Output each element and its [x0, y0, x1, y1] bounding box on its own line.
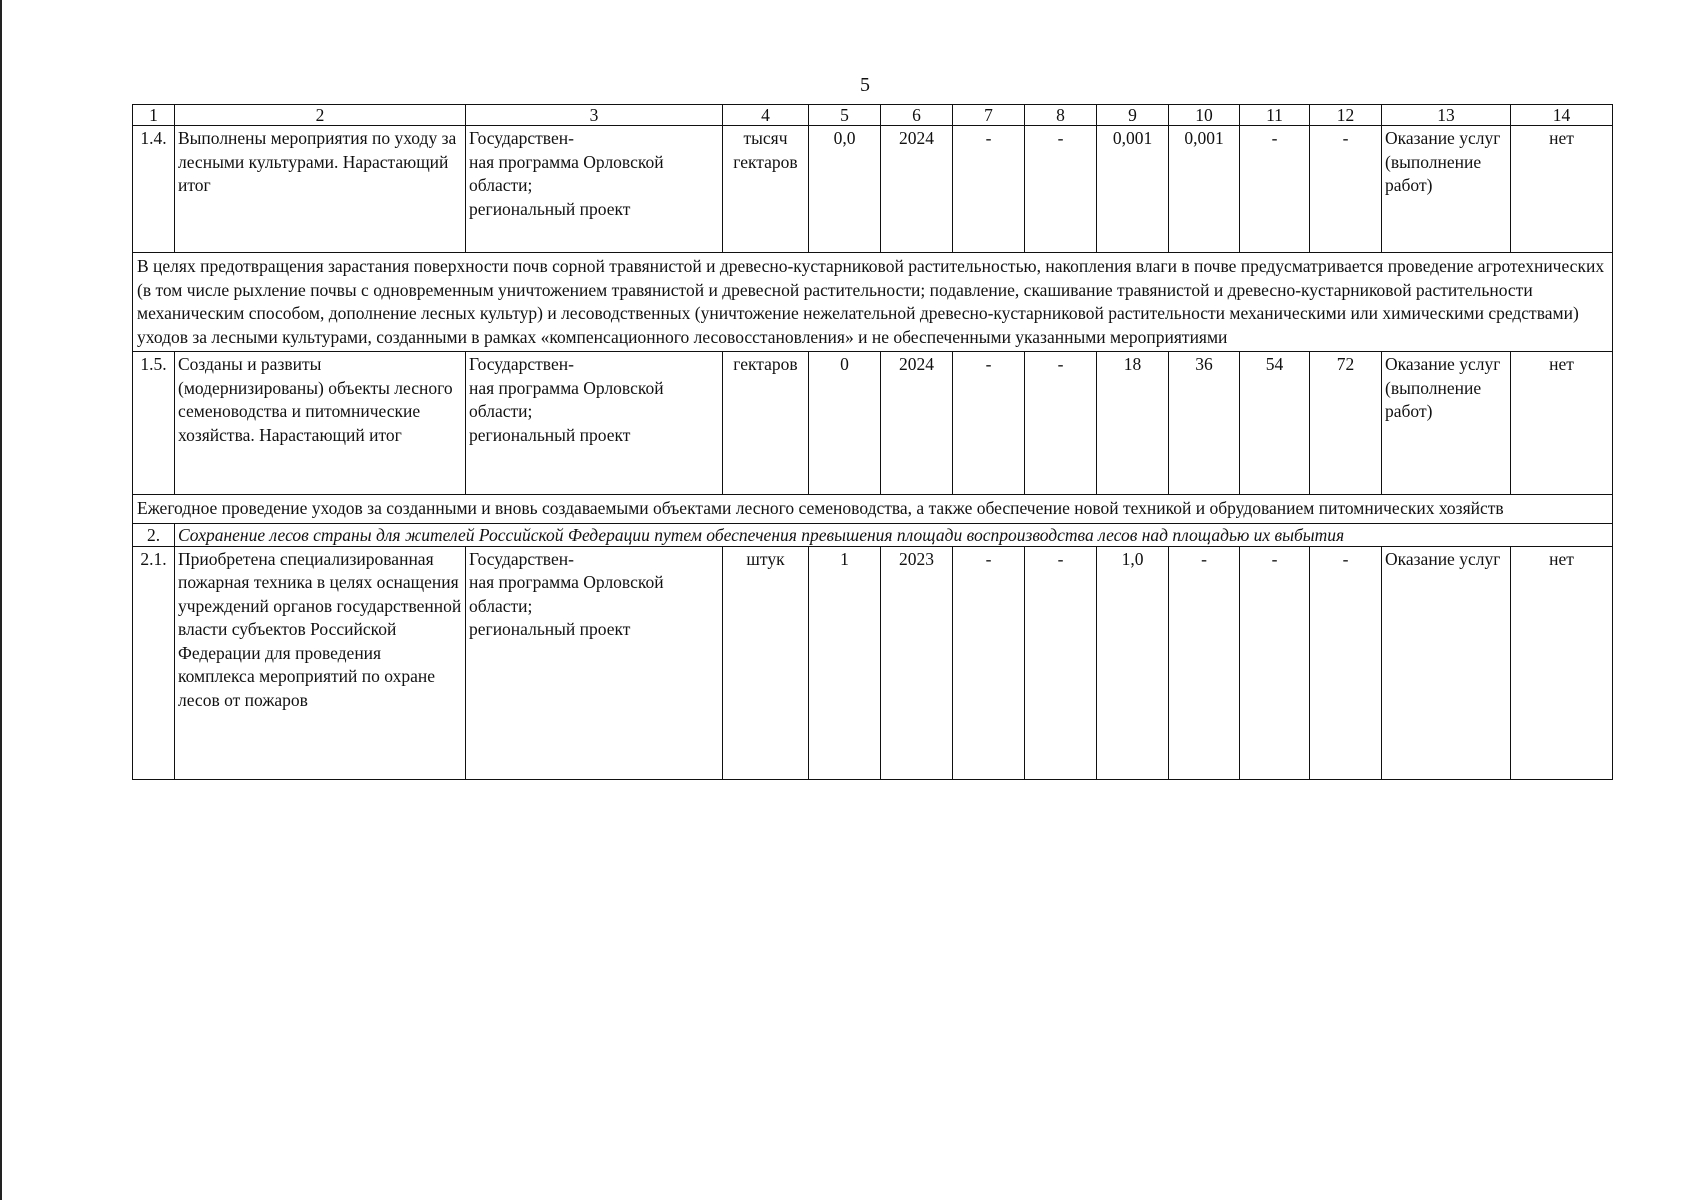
indicators-table [132, 104, 1613, 780]
value-cell: - [1240, 546, 1310, 779]
header-cell: 12 [1310, 105, 1382, 126]
value-cell: 0,001 [1169, 126, 1240, 253]
header-cell: 10 [1169, 105, 1240, 126]
base-year: 2023 [881, 546, 953, 779]
value-cell: - [953, 546, 1025, 779]
value-cell: - [1310, 126, 1382, 253]
source-document: Государствен- ная программа Орловской области; региональный проект [466, 352, 723, 495]
value-cell: 1,0 [1097, 546, 1169, 779]
header-cell: 9 [1097, 105, 1169, 126]
row-number: 2.1. [133, 546, 175, 779]
result-type: Оказание услуг [1382, 546, 1511, 779]
section-row [133, 523, 1613, 546]
unit-of-measure: штук [723, 546, 809, 779]
value-cell: - [953, 352, 1025, 495]
indicator-name: Приобретена специализированная пожарная техника в целях оснащения учреждений органов государственной власти субъектов Российской Федерации для проведения комплекса мероприятий по охране лесов от пожаров [175, 546, 466, 779]
header-cell: 14 [1511, 105, 1613, 126]
flag-cell: нет [1511, 352, 1613, 495]
header-cell: 13 [1382, 105, 1511, 126]
unit-of-measure: гектаров [723, 352, 809, 495]
header-cell: 8 [1025, 105, 1097, 126]
flag-cell: нет [1511, 546, 1613, 779]
header-cell: 11 [1240, 105, 1310, 126]
row-number: 1.5. [133, 352, 175, 495]
table-row [133, 126, 1613, 253]
note-row [133, 253, 1613, 352]
note-row [133, 495, 1613, 524]
header-cell: 6 [881, 105, 953, 126]
header-cell: 3 [466, 105, 723, 126]
flag-cell: нет [1511, 126, 1613, 253]
table-row [133, 546, 1613, 779]
page-left-edge [0, 0, 2, 1200]
table-row [133, 352, 1613, 495]
note-text: В целях предотвращения зарастания поверхности почв сорной травянистой и древесно-кустарниковой растительностью, накопления влаги в почве предусматривается проведение агротехнических (в том числе рыхление почвы с одновременным уничтожением травянистой и древесной растительности; подавление, скашивание травянистой и древесно-кустарниковой растительности механическим способом, дополнение лесных культур) и лесоводственных (уничтожение нежелательной древесно-кустарниковой растительности механическими или химическими средствами) уходов за лесными культурами, созданными в рамках «компенсационного лесовосстановления» и не обеспеченными указанными мероприятиями [133, 253, 1613, 352]
value-cell: 54 [1240, 352, 1310, 495]
value-cell: - [1169, 546, 1240, 779]
value-cell: - [1025, 546, 1097, 779]
indicator-name: Выполнены мероприятия по уходу за лесными культурами. Нарастающий итог [175, 126, 466, 253]
result-type: Оказание услуг (выполнение работ) [1382, 352, 1511, 495]
note-text: Ежегодное проведение уходов за созданными и вновь создаваемыми объектами лесного семеноводства, а также обеспечение новой техникой и обрудованием питомнических хозяйств [133, 495, 1613, 524]
header-cell: 1 [133, 105, 175, 126]
value-cell: - [1025, 352, 1097, 495]
result-type: Оказание услуг (выполнение работ) [1382, 126, 1511, 253]
value-cell: 18 [1097, 352, 1169, 495]
value-cell: - [1240, 126, 1310, 253]
base-year: 2024 [881, 352, 953, 495]
page-number: 5 [860, 74, 870, 96]
source-document: Государствен- ная программа Орловской области; региональный проект [466, 546, 723, 779]
unit-of-measure: тысяч гектаров [723, 126, 809, 253]
header-cell: 7 [953, 105, 1025, 126]
indicator-name: Созданы и развиты (модернизированы) объекты лесного семеноводства и питомнические хозяйства. Нарастающий итог [175, 352, 466, 495]
header-cell: 4 [723, 105, 809, 126]
value-cell: 36 [1169, 352, 1240, 495]
header-cell: 5 [809, 105, 881, 126]
source-document: Государствен- ная программа Орловской области; региональный проект [466, 126, 723, 253]
value-cell: - [1310, 546, 1382, 779]
header-row [133, 105, 1613, 126]
base-value: 0 [809, 352, 881, 495]
value-cell: 0,001 [1097, 126, 1169, 253]
base-value: 1 [809, 546, 881, 779]
value-cell: 72 [1310, 352, 1382, 495]
section-number: 2. [133, 523, 175, 546]
header-cell: 2 [175, 105, 466, 126]
base-year: 2024 [881, 126, 953, 253]
value-cell: - [1025, 126, 1097, 253]
base-value: 0,0 [809, 126, 881, 253]
section-title: Сохранение лесов страны для жителей Российской Федерации путем обеспечения превышения площади воспроизводства лесов над площадью их выбытия [175, 523, 1613, 546]
row-number: 1.4. [133, 126, 175, 253]
value-cell: - [953, 126, 1025, 253]
